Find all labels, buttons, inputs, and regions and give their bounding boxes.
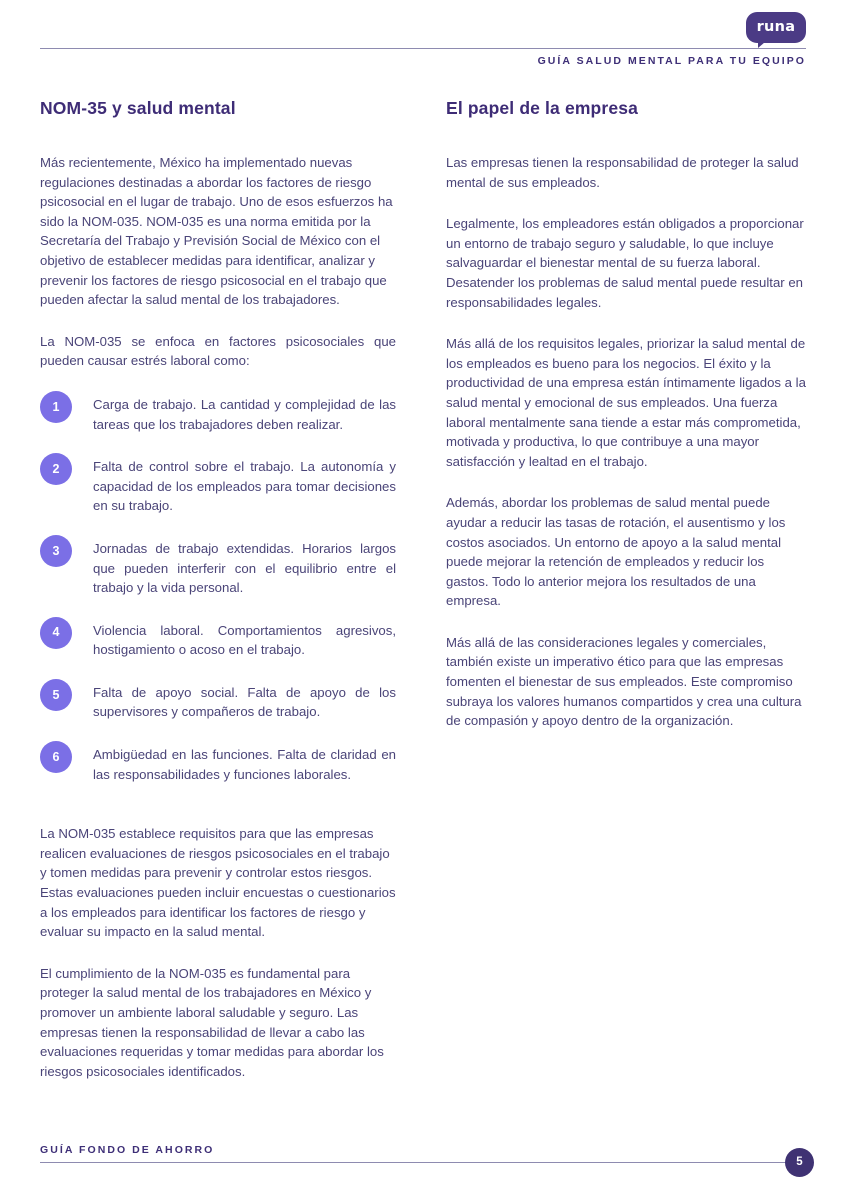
right-column-heading: El papel de la empresa: [446, 98, 638, 118]
left-column-heading: NOM-35 y salud mental: [40, 98, 236, 118]
list-item: [40, 683, 396, 722]
page-number-badge: 5: [785, 1148, 814, 1177]
left-intro-paragraph: Más recientemente, México ha implementado nuevas regulaciones destinadas a abordar los factores de riesgo psicosocial en el lugar de trabajo. Uno de esos esfuerzos ha sido la NOM-035. NOM-035 es una norma emitida por la Secretaría del Trabajo y Previsión Social de México con el objetivo de establecer medidas para identificar, analizar y prevenir los factores de riesgo psicosocial en el trabajo que pueden afectar la salud mental de los trabajadores.: [40, 155, 393, 308]
runa-logo-text: runa: [756, 19, 796, 36]
list-number-badge: 3: [40, 535, 72, 567]
right-paragraph-2: Legalmente, los empleadores están obligados a proporcionar un entorno de trabajo seguro y saludable, lo que incluye salvaguardar el bienestar mental de su fuerza laboral. Desatender los problemas de salud mental puede resultar en responsabilidades legales.: [446, 216, 804, 310]
list-item-text: Falta de apoyo social. Falta de apoyo de los supervisores y compañeros de trabajo.: [93, 684, 396, 720]
left-closing-paragraph-1: La NOM-035 establece requisitos para que las empresas realicen evaluaciones de riesgos psicosociales en el trabajo y tomen medidas para prevenir y controlar estos riesgos. Estas evaluaciones pueden incluir encuestas o cuestionarios a los empleados para identificar los factores de riesgo y evaluar su impacto en la salud mental.: [40, 826, 396, 940]
list-item: [40, 621, 396, 660]
psychosocial-factors-list: [40, 395, 396, 784]
header-divider: [40, 48, 806, 49]
right-paragraph-1: Las empresas tienen la responsabilidad de proteger la salud mental de sus empleados.: [446, 155, 799, 190]
header-title: GUÍA SALUD MENTAL PARA TU EQUIPO: [537, 55, 806, 67]
list-item-text: Falta de control sobre el trabajo. La autonomía y capacidad de los empleados para tomar decisiones en su trabajo.: [93, 459, 396, 514]
list-item: [40, 457, 396, 516]
list-item: [40, 745, 396, 784]
right-paragraph-4: Además, abordar los problemas de salud mental puede ayudar a reducir las tasas de rotación, el ausentismo y los costos asociados. Un entorno de apoyo a la salud mental puede mejorar la retención de empleados y reducir los gastos. Todo lo anterior mejora los resultados de una empresa.: [446, 495, 786, 609]
list-item: [40, 539, 396, 598]
right-paragraph-5: Más allá de las consideraciones legales y comerciales, también existe un imperativo ético para que las empresas fomenten el bienestar de sus empleados. Este compromiso subraya los valores humanos compartidos y crea una cultura de compasión y apoyo dentro de la organización.: [446, 634, 802, 729]
page-footer: [0, 1110, 846, 1200]
right-paragraph-3: Más allá de los requisitos legales, priorizar la salud mental de los empleados es bueno para los negocios. El éxito y la productividad de una empresa están íntimamente ligados a la salud mental y emocional de sus empleados. Una fuerza laboral mentalmente sana tiende a estar más comprometida, motivada y productiva, lo que contribuye a una mayor satisfacción y lealtad en el trabajo.: [446, 336, 806, 469]
list-item-text: Ambigüedad en las funciones. Falta de claridad en las responsabilidades y funciones laborales.: [93, 747, 396, 782]
left-closing-paragraph-2: El cumplimiento de la NOM-035 es fundamental para proteger la salud mental de los trabajadores en México y promover un ambiente laboral saludable y seguro. Las empresas tienen la responsabilidad de llevar a cabo las evaluaciones requeridas y tomar medidas para abordar los riesgos psicosociales identificados.: [40, 965, 384, 1079]
left-list-lead: La NOM-035 se enfoca en factores psicosociales que pueden causar estrés laboral como:: [40, 333, 396, 369]
footer-divider: [40, 1162, 788, 1163]
list-item-text: Carga de trabajo. La cantidad y complejidad de las tareas que los trabajadores deben realizar.: [93, 396, 396, 432]
page-header: [0, 0, 846, 80]
list-item-text: Jornadas de trabajo extendidas. Horarios largos que pueden interferir con el equilibrio entre el trabajo y la vida personal.: [93, 540, 396, 596]
spacer: [40, 784, 396, 824]
list-number-badge: 6: [40, 741, 72, 773]
footer-title: GUÍA FONDO DE AHORRO: [40, 1144, 215, 1156]
left-column: [40, 98, 396, 1081]
list-item-text: Violencia laboral. Comportamientos agresivos, hostigamiento o acoso en el trabajo.: [93, 622, 396, 658]
list-number-badge: 1: [40, 391, 72, 423]
runa-logo: [746, 12, 806, 43]
list-number-badge: 5: [40, 679, 72, 711]
list-number-badge: 4: [40, 617, 72, 649]
list-item: [40, 395, 396, 434]
list-number-badge: 2: [40, 453, 72, 485]
right-column: [446, 98, 806, 731]
